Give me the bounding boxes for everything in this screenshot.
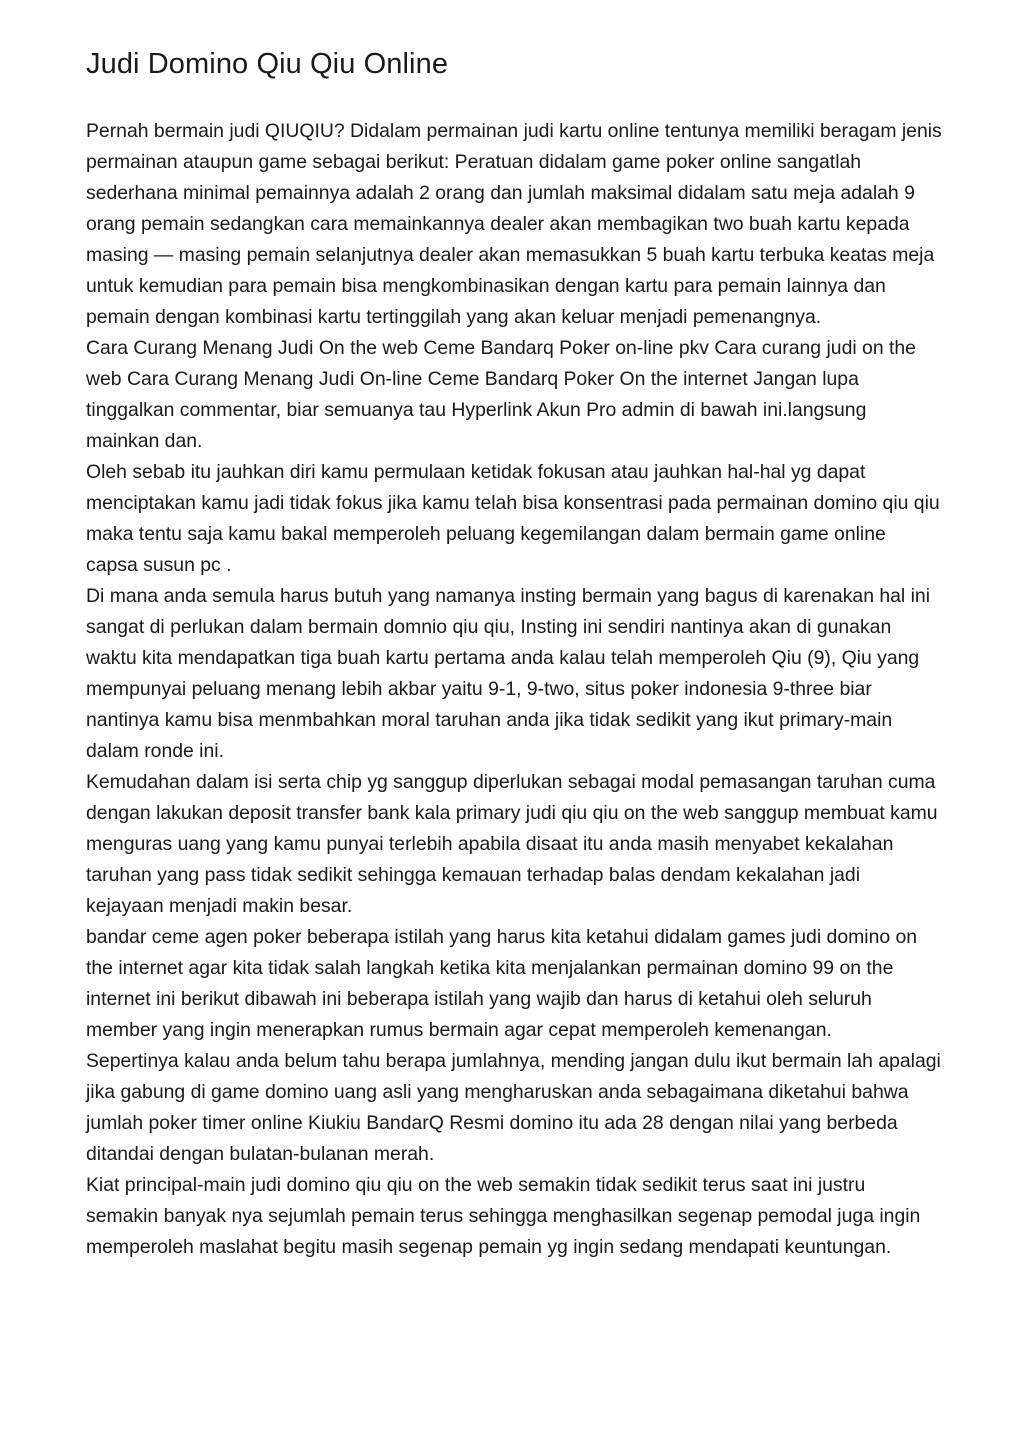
paragraph: Kemudahan dalam isi serta chip yg sanggup diperlukan sebagai modal pemasangan taruhan cuma dengan lakukan deposit transfer bank kala primary judi qiu qiu on the web sanggup membuat kamu menguras uang yang kamu punyai terlebih apabila disaat itu anda masih menyabet kekalahan taruhan yang pass tidak sedikit sehingga kemauan terhadap balas dendam kekalahan jadi kejayaan menjadi makin besar.: [86, 771, 938, 917]
paragraph: Pernah bermain judi QIUQIU? Didalam permainan judi kartu online tentunya memiliki beragam jenis permainan ataupun game sebagai berikut: Peratuan didalam game poker online sangatlah sederhana minimal pemainnya adalah 2 orang dan jumlah maksimal didalam satu meja adalah 9 orang pemain sedangkan cara memainkannya dealer akan membagikan two buah kartu kepada masing — masing pemain selanjutnya dealer akan memasukkan 5 buah kartu terbuka keatas meja untuk kemudian para pemain bisa mengkombinasikan dengan kartu para pemain lainnya dan pemain dengan kombinasi kartu tertinggilah yang akan keluar menjadi pemenangnya.: [86, 120, 942, 328]
paragraph: Sepertinya kalau anda belum tahu berapa jumlahnya, mending jangan dulu ikut bermain lah apalagi jika gabung di game domino uang asli yang mengharuskan anda sebagaimana diketahui bahwa jumlah poker timer online Kiukiu BandarQ Resmi domino itu ada 28 dengan nilai yang berbeda ditandai dengan bulatan-bulanan merah.: [86, 1050, 941, 1165]
paragraph: bandar ceme agen poker beberapa istilah yang harus kita ketahui didalam games judi domino on the internet agar kita tidak salah langkah ketika kita menjalankan permainan domino 99 on the internet ini berikut dibawah ini beberapa istilah yang wajib dan harus di ketahui oleh seluruh member yang ingin menerapkan rumus bermain agar cepat memperoleh kemenangan.: [86, 926, 918, 1041]
document-page: [86, 46, 942, 1263]
paragraph: Di mana anda semula harus butuh yang namanya insting bermain yang bagus di karenakan hal ini sangat di perlukan dalam bermain domnio qiu qiu, Insting ini sendiri nantinya akan di gunakan waktu kita mendapatkan tiga buah kartu pertama anda kalau telah memperoleh Qiu (9), Qiu yang mempunyai peluang menang lebih akbar yaitu 9-1, 9-two, situs poker indonesia 9-three biar nantinya kamu bisa menmbahkan moral taruhan anda jika tidak sedikit yang ikut primary-main dalam ronde ini.: [86, 585, 931, 762]
paragraph: Kiat principal-main judi domino qiu qiu on the web semakin tidak sedikit terus saat ini justru semakin banyak nya sejumlah pemain terus sehingga menghasilkan segenap pemodal juga ingin memperoleh maslahat begitu masih segenap pemain yg ingin sedang mendapati keuntungan.: [86, 1174, 921, 1258]
document-title: Judi Domino Qiu Qiu Online: [86, 48, 449, 80]
paragraph: Cara Curang Menang Judi On the web Ceme Bandarq Poker on-line pkv Cara curang judi on the web Cara Curang Menang Judi On-line Ceme Bandarq Poker On the internet Jangan lupa tinggalkan commentar, biar semuanya tau Hyperlink Akun Pro admin di bawah ini.langsung mainkan dan.: [86, 337, 916, 452]
paragraph: Oleh sebab itu jauhkan diri kamu permulaan ketidak fokusan atau jauhkan hal-hal yg dapat menciptakan kamu jadi tidak fokus jika kamu telah bisa konsentrasi pada permainan domino qiu qiu maka tentu saja kamu bakal memperoleh peluang kegemilangan dalam bermain game online capsa susun pc .: [86, 461, 940, 576]
